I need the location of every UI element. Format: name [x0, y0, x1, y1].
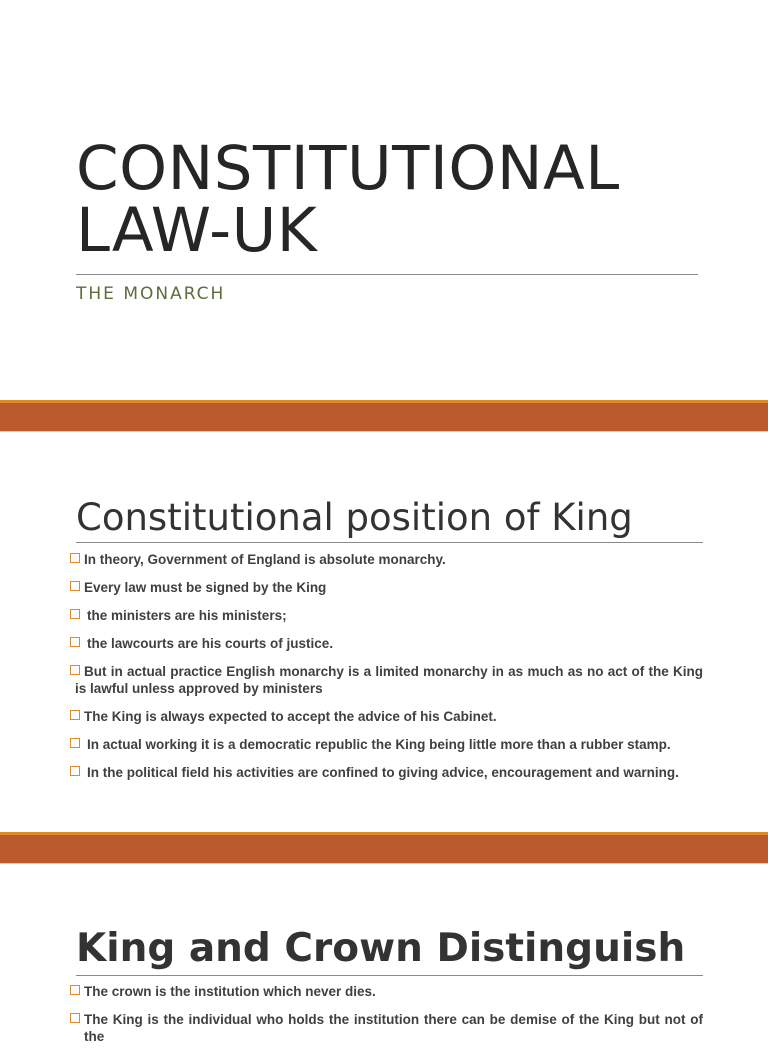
title-line-2: LAW-UK [76, 195, 318, 266]
title-slide [0, 0, 768, 400]
list-item: The crown is the institution which never dies. [70, 983, 703, 1000]
list-item: But in actual practice English monarchy is a limited monarchy in as much as no act of the King is lawful unless approved by ministers [70, 663, 703, 697]
list-item: In actual working it is a democratic republic the King being little more than a rubber stamp. [70, 736, 703, 753]
slide-heading: King and Crown Distinguish [76, 926, 686, 971]
bullet-list [70, 983, 703, 1056]
list-item: the ministers are his ministers; [70, 607, 703, 624]
square-outline-icon [70, 637, 80, 647]
square-outline-icon [70, 985, 80, 995]
square-outline-icon [70, 665, 80, 675]
slide-title [76, 133, 716, 266]
square-outline-icon [70, 710, 80, 720]
square-outline-icon [70, 766, 80, 776]
slide-heading: Constitutional position of King [76, 496, 633, 539]
list-item: the lawcourts are his courts of justice. [70, 635, 703, 652]
list-item: In the political field his activities are confined to giving advice, encouragement and warning. [70, 764, 703, 781]
content-slide-position [0, 432, 768, 832]
square-outline-icon [70, 738, 80, 748]
slide-separator-band [0, 832, 768, 864]
square-outline-icon [70, 1013, 80, 1023]
square-outline-icon [70, 553, 80, 563]
list-item: The King is always expected to accept the advice of his Cabinet. [70, 708, 703, 725]
list-item: The King is the individual who holds the institution there can be demise of the King but not of the [70, 1011, 703, 1045]
slide-subtitle: THE MONARCH [76, 284, 226, 304]
title-divider [76, 274, 698, 275]
heading-divider [76, 542, 703, 543]
slide-separator-band [0, 400, 768, 432]
square-outline-icon [70, 581, 80, 591]
list-item: In theory, Government of England is absolute monarchy. [70, 551, 703, 568]
square-outline-icon [70, 609, 80, 619]
bullet-list [70, 551, 703, 792]
title-line-1: CONSTITUTIONAL [76, 133, 620, 204]
heading-divider [76, 975, 703, 976]
content-slide-king-crown [0, 864, 768, 1044]
list-item: Every law must be signed by the King [70, 579, 703, 596]
